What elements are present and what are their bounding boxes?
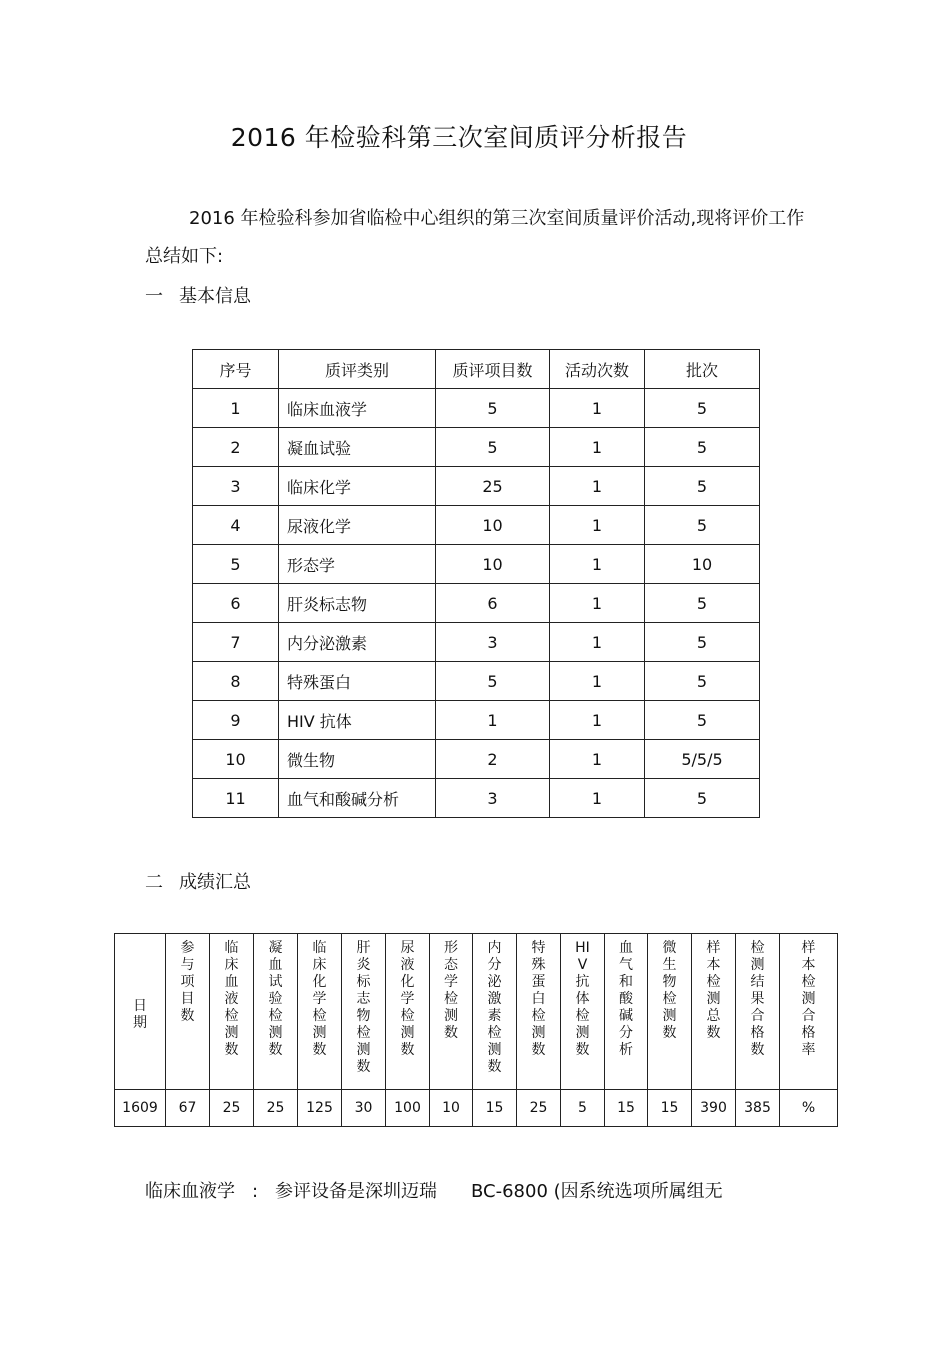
table-cell: 1 <box>550 623 645 662</box>
column-header-label: 特殊蛋白检测数 <box>531 940 546 1058</box>
table-row <box>193 623 760 662</box>
table-cell: 3 <box>193 467 279 506</box>
table-cell: 1 <box>550 467 645 506</box>
table-row <box>193 389 760 428</box>
column-header <box>298 934 342 1090</box>
column-header: 序号 <box>193 350 279 389</box>
table-cell: 1 <box>436 701 550 740</box>
table-cell: 25 <box>517 1090 561 1127</box>
tail-separator: : <box>251 1181 259 1202</box>
table-cell: 临床化学 <box>279 467 436 506</box>
table-cell: 5 <box>645 506 760 545</box>
table-row <box>193 584 760 623</box>
table-cell: 5 <box>193 545 279 584</box>
column-header-label: 微生物检测数 <box>662 940 677 1041</box>
table-row <box>193 740 760 779</box>
table-cell: 25 <box>436 467 550 506</box>
table-cell: 1 <box>550 662 645 701</box>
table-cell: 内分泌激素 <box>279 623 436 662</box>
table-cell: 肝炎标志物 <box>279 584 436 623</box>
section-heading-1 <box>145 282 251 308</box>
table-cell: 385 <box>736 1090 780 1127</box>
column-header-label: 尿液化学检测数 <box>400 940 415 1058</box>
column-header <box>692 934 736 1090</box>
table-cell: 10 <box>430 1090 473 1127</box>
section-label: 基本信息 <box>179 286 251 307</box>
section-number: 二 <box>145 872 163 893</box>
table-row <box>193 701 760 740</box>
table-cell: 5 <box>645 779 760 818</box>
table-row <box>193 662 760 701</box>
column-header-label: HIV抗体检测数 <box>575 940 590 1058</box>
tail-paragraph <box>145 1177 723 1203</box>
table-cell: 10 <box>193 740 279 779</box>
table-cell: 5 <box>645 389 760 428</box>
column-header: 质评项目数 <box>436 350 550 389</box>
table-cell: 30 <box>342 1090 386 1127</box>
table-cell: 5 <box>436 389 550 428</box>
table-header-row <box>193 350 760 389</box>
column-header <box>430 934 473 1090</box>
column-header <box>736 934 780 1090</box>
table-header-row <box>115 934 838 1090</box>
table-cell: 7 <box>193 623 279 662</box>
table-cell: 125 <box>298 1090 342 1127</box>
table-cell: 5 <box>645 662 760 701</box>
intro-paragraph <box>145 200 805 276</box>
column-header: 批次 <box>645 350 760 389</box>
column-header <box>115 934 166 1090</box>
column-header-label: 样本检测合格率 <box>801 940 816 1058</box>
tail-prefix: 临床血液学 <box>145 1181 235 1202</box>
table-cell: 9 <box>193 701 279 740</box>
table-cell: 4 <box>193 506 279 545</box>
table-cell: 1 <box>550 701 645 740</box>
table-cell: 5 <box>645 584 760 623</box>
table-cell: 形态学 <box>279 545 436 584</box>
table-cell: HIV 抗体 <box>279 701 436 740</box>
table-cell: 1609 <box>115 1090 166 1127</box>
table-cell: % <box>780 1090 838 1127</box>
table-cell: 5 <box>645 623 760 662</box>
table-row <box>193 467 760 506</box>
table-cell: 390 <box>692 1090 736 1127</box>
table-cell: 1 <box>550 740 645 779</box>
column-header-label: 参与项目数 <box>180 940 195 1024</box>
column-header <box>166 934 210 1090</box>
table-cell: 10 <box>436 545 550 584</box>
column-header-label: 形态学检测数 <box>443 940 458 1041</box>
table-cell: 25 <box>210 1090 254 1127</box>
table-cell: 5 <box>561 1090 605 1127</box>
column-header <box>473 934 517 1090</box>
table-cell: 血气和酸碱分析 <box>279 779 436 818</box>
table-cell: 67 <box>166 1090 210 1127</box>
tail-text-1: 参评设备是深圳迈瑞 <box>275 1181 437 1202</box>
column-header <box>561 934 605 1090</box>
table-cell: 尿液化学 <box>279 506 436 545</box>
column-header-label: 凝血试验检测数 <box>268 940 283 1058</box>
column-header-label: 临床化学检测数 <box>312 940 327 1058</box>
table-cell: 1 <box>550 779 645 818</box>
table-cell: 3 <box>436 779 550 818</box>
table-row <box>193 506 760 545</box>
table-cell: 6 <box>193 584 279 623</box>
column-header <box>517 934 561 1090</box>
score-summary-table <box>114 933 838 1127</box>
table-cell: 1 <box>550 428 645 467</box>
page-title: 2016 年检验科第三次室间质评分析报告 <box>230 123 688 152</box>
column-header-label: 肝炎标志物检测数 <box>356 940 371 1075</box>
table-cell: 15 <box>473 1090 517 1127</box>
table-cell: 15 <box>648 1090 692 1127</box>
section-number: 一 <box>145 286 163 307</box>
section-heading-2 <box>145 868 251 894</box>
table-cell: 1 <box>550 545 645 584</box>
column-header <box>254 934 298 1090</box>
column-header-label: 日期 <box>132 997 147 1031</box>
column-header <box>210 934 254 1090</box>
intro-text: 2016 年检验科参加省临检中心组织的第三次室间质量评价活动,现将评价工作总结如下: <box>145 208 805 267</box>
table-cell: 1 <box>193 389 279 428</box>
section-label: 成绩汇总 <box>179 872 251 893</box>
table-row <box>193 779 760 818</box>
column-header: 质评类别 <box>279 350 436 389</box>
column-header-label: 内分泌激素检测数 <box>487 940 502 1075</box>
table-cell: 3 <box>436 623 550 662</box>
table-row <box>193 428 760 467</box>
table-cell: 特殊蛋白 <box>279 662 436 701</box>
table-cell: 11 <box>193 779 279 818</box>
table-cell: 1 <box>550 389 645 428</box>
column-header <box>386 934 430 1090</box>
table-cell: 5/5/5 <box>645 740 760 779</box>
table-cell: 1 <box>550 584 645 623</box>
column-header <box>648 934 692 1090</box>
table-row <box>115 1090 838 1127</box>
table-cell: 100 <box>386 1090 430 1127</box>
column-header-label: 血气和酸碱分析 <box>618 940 633 1058</box>
table-cell: 8 <box>193 662 279 701</box>
tail-text-2: BC-6800 (因系统选项所属组无 <box>471 1181 723 1202</box>
table-cell: 25 <box>254 1090 298 1127</box>
table-cell: 6 <box>436 584 550 623</box>
column-header: 活动次数 <box>550 350 645 389</box>
table-cell: 2 <box>436 740 550 779</box>
table-row <box>193 545 760 584</box>
column-header <box>342 934 386 1090</box>
table-cell: 5 <box>645 467 760 506</box>
table-cell: 5 <box>436 428 550 467</box>
basic-info-table <box>192 349 760 818</box>
table-cell: 临床血液学 <box>279 389 436 428</box>
table-cell: 5 <box>645 428 760 467</box>
table-cell: 10 <box>645 545 760 584</box>
table-cell: 2 <box>193 428 279 467</box>
table-cell: 凝血试验 <box>279 428 436 467</box>
table-cell: 微生物 <box>279 740 436 779</box>
column-header <box>780 934 838 1090</box>
table-cell: 5 <box>645 701 760 740</box>
column-header <box>605 934 648 1090</box>
table-cell: 5 <box>436 662 550 701</box>
column-header-label: 临床血液检测数 <box>224 940 239 1058</box>
table-cell: 10 <box>436 506 550 545</box>
table-cell: 1 <box>550 506 645 545</box>
column-header-label: 检测结果合格数 <box>750 940 765 1058</box>
column-header-label: 样本检测总数 <box>706 940 721 1041</box>
table-cell: 15 <box>605 1090 648 1127</box>
